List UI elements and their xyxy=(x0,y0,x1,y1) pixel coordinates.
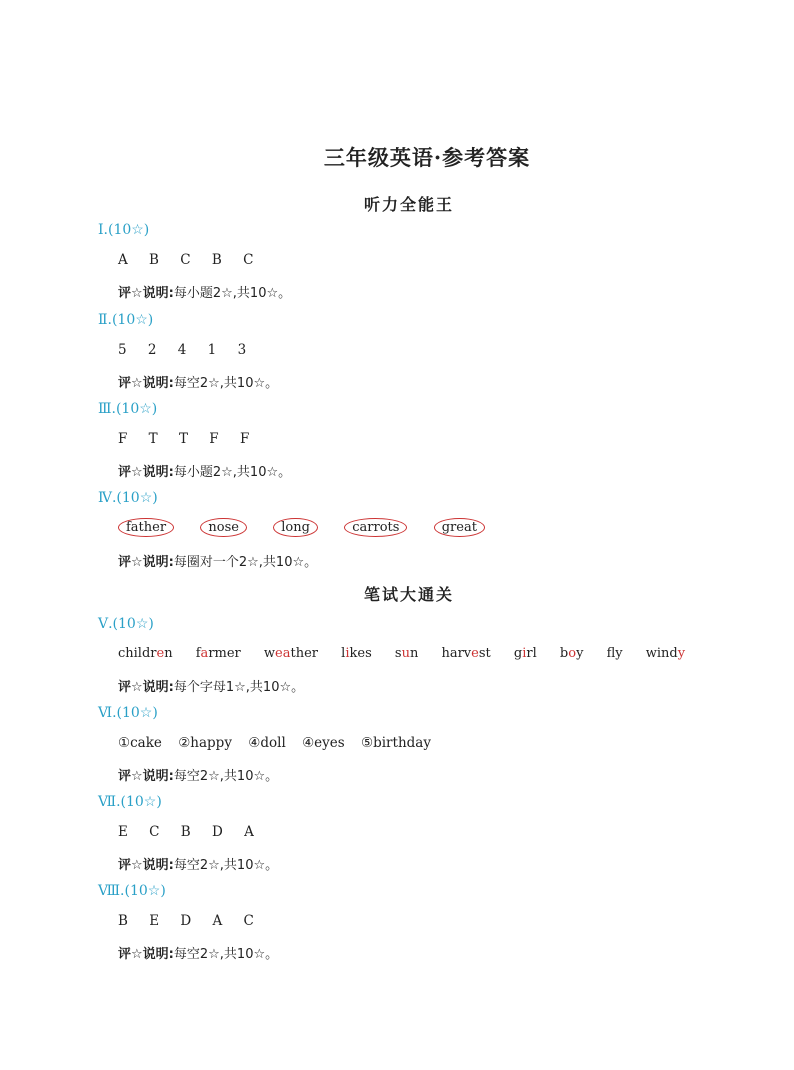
note-text: 每空2☆,共10☆。 xyxy=(173,947,279,962)
answer-token: 1 xyxy=(207,342,217,358)
spelled-word: girl xyxy=(513,646,537,661)
note-text: 每小题2☆,共10☆。 xyxy=(173,465,292,480)
answer-token: E xyxy=(118,824,128,840)
note-text: 每圈对一个2☆,共10☆。 xyxy=(173,555,318,570)
question-7-answers xyxy=(118,824,271,840)
question-8-scoring-note xyxy=(118,943,278,962)
note-text: 每空2☆,共10☆。 xyxy=(173,858,279,873)
note-label: 评☆说明: xyxy=(118,680,174,695)
answer-token: F xyxy=(209,431,219,447)
note-label: 评☆说明: xyxy=(118,376,174,391)
answer-token: ⑤birthday xyxy=(361,735,431,751)
question-4-scoring-note xyxy=(118,551,317,570)
answer-token: C xyxy=(149,824,160,840)
question-1-heading: Ⅰ.(10☆) xyxy=(98,222,150,238)
question-4-answers xyxy=(118,518,507,537)
answer-token: 3 xyxy=(237,342,247,358)
answer-token: B xyxy=(149,252,159,268)
question-8-answers xyxy=(118,913,271,929)
spelled-word: sun xyxy=(394,646,419,661)
question-2-scoring-note xyxy=(118,372,278,391)
answer-token: B xyxy=(118,913,128,929)
question-1-scoring-note xyxy=(118,282,291,301)
spelled-word: likes xyxy=(341,646,372,661)
question-2-answers xyxy=(118,342,263,358)
answer-token: T xyxy=(148,431,158,447)
answer-token: F xyxy=(239,431,250,447)
question-2-heading: Ⅱ.(10☆) xyxy=(98,312,154,328)
question-5-scoring-note xyxy=(118,676,304,695)
question-4-heading: Ⅳ.(10☆) xyxy=(98,490,158,506)
answer-token: A xyxy=(118,252,128,268)
circled-answer: father xyxy=(118,518,174,537)
answer-token: ②happy xyxy=(178,735,232,751)
answer-token: T xyxy=(178,431,188,447)
circled-answer: long xyxy=(273,518,318,537)
spelled-word: harvest xyxy=(441,646,491,661)
answer-token: B xyxy=(180,824,191,840)
answer-token: B xyxy=(211,252,222,268)
note-text: 每个字母1☆,共10☆。 xyxy=(173,680,305,695)
answer-token: E xyxy=(149,913,160,929)
circled-answer: nose xyxy=(200,518,247,537)
question-3-answers xyxy=(118,431,266,447)
question-7-scoring-note xyxy=(118,854,278,873)
question-3-scoring-note xyxy=(118,461,291,480)
answer-token: D xyxy=(180,913,192,929)
answer-token: C xyxy=(243,252,254,268)
circled-answer: carrots xyxy=(344,518,407,537)
answer-token: ④eyes xyxy=(302,735,345,751)
note-label: 评☆说明: xyxy=(118,555,174,570)
spelled-word: children xyxy=(118,646,173,661)
answer-token: C xyxy=(180,252,191,268)
question-7-heading: Ⅶ.(10☆) xyxy=(98,794,162,810)
circled-answer: great xyxy=(434,518,485,537)
answer-token: 5 xyxy=(118,342,127,358)
note-text: 每小题2☆,共10☆。 xyxy=(173,286,292,301)
answer-token: ①cake xyxy=(118,735,162,751)
answer-token: A xyxy=(244,824,254,840)
question-6-scoring-note xyxy=(118,765,278,784)
spelled-word: fy xyxy=(606,646,623,661)
question-8-heading: Ⅷ.(10☆) xyxy=(98,883,166,899)
answer-token: ④doll xyxy=(248,735,286,751)
note-label: 评☆说明: xyxy=(118,769,174,784)
page-title: 三年级英语·参考答案 xyxy=(323,145,531,170)
note-label: 评☆说明: xyxy=(118,465,174,480)
question-5-answers xyxy=(118,646,704,661)
question-6-answers xyxy=(118,735,443,751)
note-text: 每空2☆,共10☆。 xyxy=(173,769,279,784)
note-label: 评☆说明: xyxy=(118,858,174,873)
spelled-word: boy xyxy=(559,646,584,661)
question-5-heading: Ⅴ.(10☆) xyxy=(98,616,154,632)
answer-token: A xyxy=(212,913,223,929)
question-3-heading: Ⅲ.(10☆) xyxy=(98,401,158,417)
question-1-answers xyxy=(118,252,270,268)
spelled-word: farmer xyxy=(195,646,241,661)
answer-token: 2 xyxy=(147,342,157,358)
answer-token: C xyxy=(243,913,254,929)
answer-token: 4 xyxy=(177,342,187,358)
spelled-word: windy xyxy=(645,646,686,661)
note-text: 每空2☆,共10☆。 xyxy=(173,376,279,391)
question-6-heading: Ⅵ.(10☆) xyxy=(98,705,158,721)
note-label: 评☆说明: xyxy=(118,286,174,301)
spelled-word: weather xyxy=(263,646,319,661)
answer-token: D xyxy=(212,824,223,840)
section-title-written: 笔试大通关 xyxy=(363,585,454,604)
section-title-listening: 听力全能王 xyxy=(363,195,454,214)
note-label: 评☆说明: xyxy=(118,947,174,962)
answer-token: F xyxy=(118,431,128,447)
